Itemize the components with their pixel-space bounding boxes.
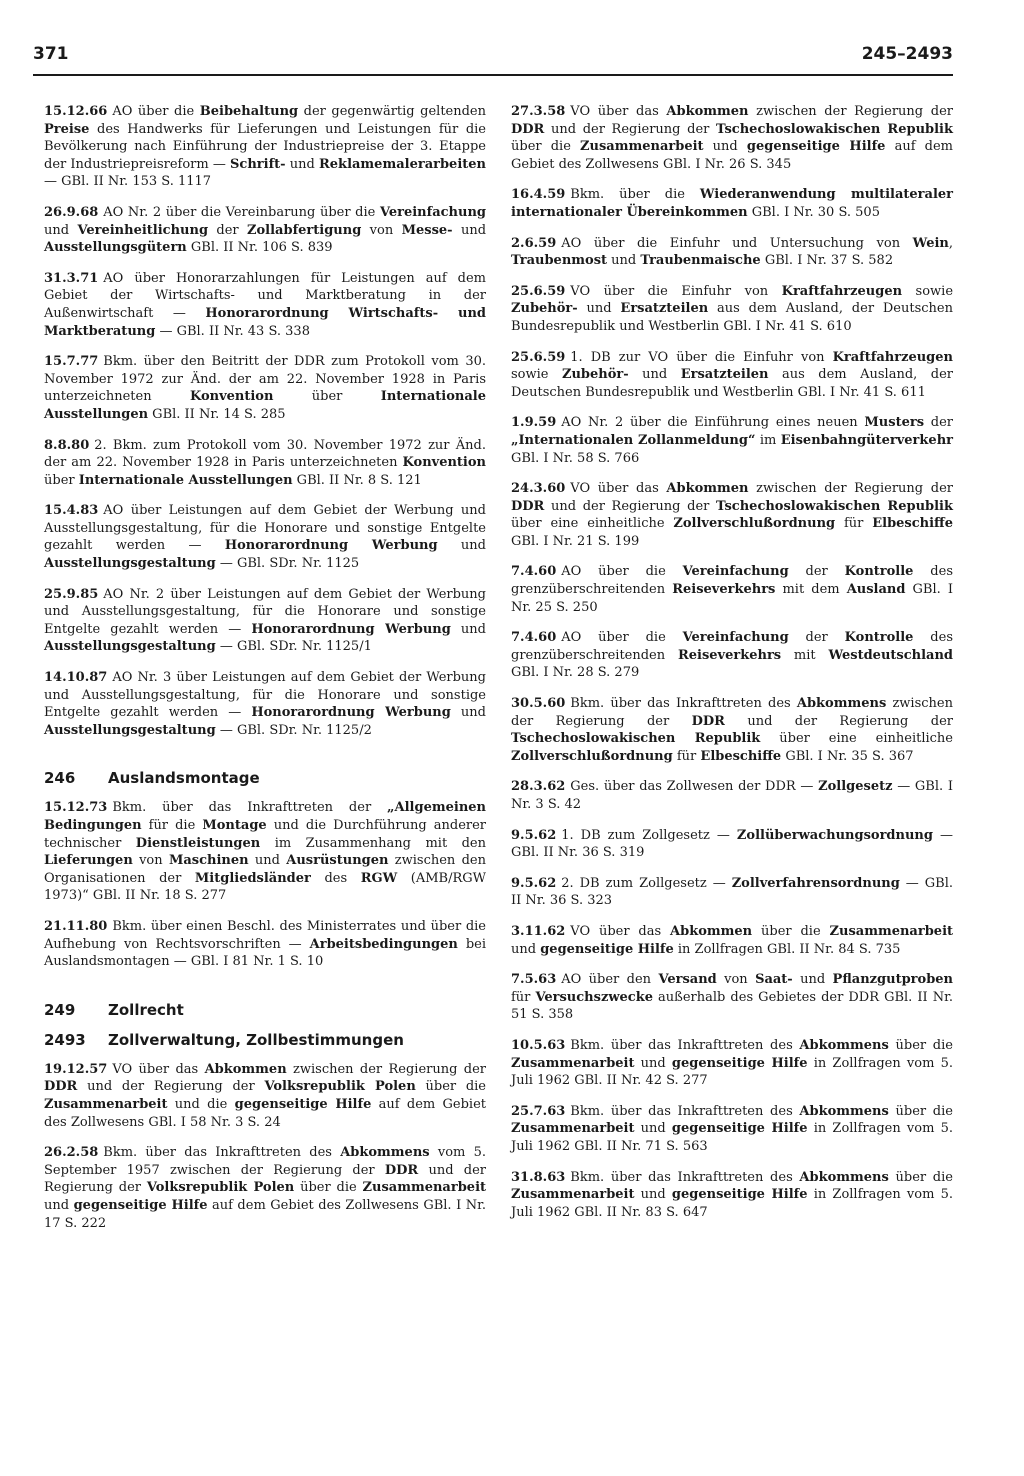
entry-keyword: Internationale Ausstellungen — [44, 389, 486, 422]
entry-date: 9.5.62 — [511, 875, 557, 891]
legal-entry — [44, 799, 486, 905]
entry-text: GBl. I Nr. 37 S. 582 — [760, 253, 894, 269]
entry-text: der — [924, 415, 953, 431]
entry-keyword: Abkommens — [799, 1037, 889, 1053]
entry-keyword: Musters — [864, 415, 925, 431]
entry-keyword: DDR — [691, 713, 725, 729]
entry-date: 7.4.60 — [511, 630, 557, 646]
entry-keyword: Zollverfahrensordnung — [731, 875, 900, 891]
entry-keyword: Vereinheitlichung — [77, 222, 209, 238]
entry-keyword: Kontrolle — [844, 630, 914, 646]
entry-keyword: Ausstellungsgestaltung — [44, 639, 216, 655]
section-title: Zollrecht — [108, 1000, 184, 1019]
entry-date: 15.4.83 — [44, 503, 99, 519]
legal-entry — [511, 923, 953, 958]
entry-text: sowie — [511, 367, 562, 383]
entry-keyword: Zollverschlußordnung — [673, 516, 836, 532]
entry-keyword: Zusammenarbeit — [44, 1096, 168, 1112]
entry-keyword: Kontrolle — [844, 564, 914, 580]
entry-date: 3.11.62 — [511, 923, 566, 939]
entry-keyword: Honorarordnung Wirtschafts- und Marktberatung — [44, 305, 486, 339]
entry-text: 1. DB zur VO über die Einfuhr von — [570, 349, 833, 365]
entry-text: der — [788, 564, 845, 580]
entry-text: GBl. I Nr. 25 S. 250 — [511, 582, 953, 615]
entry-text: im Zusammenhang mit den — [260, 835, 487, 851]
entry-date: 30.5.60 — [511, 696, 566, 712]
entry-keyword: Zusammenarbeit — [362, 1180, 487, 1196]
entry-text: AO über die Einfuhr und Untersuchung von — [561, 235, 913, 251]
entry-keyword: Zollabfertigung — [247, 222, 362, 238]
entry-text: für — [511, 989, 536, 1005]
entry-keyword: gegenseitige Hilfe — [671, 1055, 808, 1071]
entry-keyword: gegenseitige Hilfe — [234, 1096, 372, 1112]
entry-date: 26.2.58 — [44, 1145, 99, 1161]
legal-entry — [511, 1037, 953, 1090]
entry-text: und — [285, 156, 319, 172]
legal-entry — [44, 1144, 486, 1232]
entry-keyword: Volksrepublik Polen — [146, 1180, 295, 1196]
legal-entry — [44, 204, 486, 257]
entry-text: Bkm. über einen Beschl. des Ministerrates und über die Aufhebung von Rechtsvorschriften — — [44, 918, 486, 952]
entry-text: im — [755, 432, 781, 448]
entry-keyword: gegenseitige Hilfe — [671, 1187, 808, 1203]
entry-keyword: Abkommens — [799, 1103, 889, 1119]
entry-text: GBl. I Nr. 58 S. 766 — [511, 450, 640, 466]
entry-text: über eine einheitliche — [760, 731, 953, 747]
entry-keyword: Ausstellungsgestaltung — [44, 722, 216, 738]
legal-entry — [511, 695, 953, 765]
entry-text: AO über die — [561, 564, 683, 580]
entry-keyword: Internationale Ausstellungen — [78, 472, 293, 488]
entry-text: zwischen der Regierung der — [748, 481, 953, 497]
entry-text: — GBl. II Nr. 36 S. 323 — [511, 875, 953, 909]
entry-text: und — [607, 253, 641, 269]
legal-entry — [511, 563, 953, 616]
entry-text: VO über das — [112, 1061, 205, 1077]
legal-entry — [511, 875, 953, 910]
entry-text: GBl. I Nr. 28 S. 279 — [511, 665, 640, 681]
entry-keyword: Tschechoslowakischen Republik — [511, 731, 761, 747]
entry-keyword: Elbeschiffe — [872, 516, 953, 532]
entry-text: für — [835, 516, 873, 532]
entry-keyword: Honorarordnung Werbung — [251, 705, 451, 721]
legal-entry — [511, 103, 953, 173]
section-number: 2493 — [44, 1030, 86, 1049]
legal-entry — [511, 1103, 953, 1156]
legal-entry — [511, 283, 953, 336]
entry-text: und — [511, 941, 541, 957]
entry-text: auf dem Gebiet des Zollwesens GBl. I 58 Nr. 3 S. 24 — [44, 1096, 486, 1130]
entry-keyword: RGW — [360, 870, 398, 886]
entry-keyword: Ersatzteilen — [680, 367, 769, 383]
entry-keyword: Tschechoslowakischen Republik — [716, 121, 953, 137]
entry-text: Bkm. über den Beitritt der DDR zum Protokoll vom 30. November 1972 zur Änd. der am 22. November 1928 in Paris unterzeichneten — [44, 354, 486, 405]
entry-text: mit — [781, 647, 829, 663]
entry-keyword: Zollgesetz — [818, 779, 893, 795]
entry-keyword: Eisenbahngüterverkehr — [780, 432, 953, 448]
entry-text: in Zollfragen vom 5. Juli 1962 GBl. II Nr. 71 S. 563 — [511, 1121, 953, 1154]
entry-text: und — [44, 222, 78, 238]
entry-text: VO über die Einfuhr von — [570, 283, 782, 299]
entry-date: 15.7.77 — [44, 354, 99, 370]
entry-text: bei Auslandsmontagen — GBl. I 81 Nr. 1 S. 10 — [44, 936, 486, 970]
entry-keyword: gegenseitige Hilfe — [540, 941, 674, 957]
entry-keyword: Dienstleistungen — [135, 835, 261, 851]
entry-text: von — [132, 853, 169, 869]
entry-text: von — [716, 972, 756, 988]
entry-text: zwischen der Regierung der — [748, 104, 953, 119]
entry-keyword: Arbeitsbedingungen — [309, 936, 458, 952]
entry-keyword: Volksrepublik Polen — [264, 1079, 416, 1095]
legal-entry — [511, 629, 953, 682]
entry-keyword: Abkommen — [204, 1061, 287, 1077]
page-number: 371 — [33, 44, 69, 64]
legal-entry — [511, 186, 953, 221]
entry-keyword: Reklamemalerarbeiten — [318, 156, 486, 172]
legal-entry — [44, 918, 486, 971]
entry-keyword: Saat- — [755, 972, 793, 988]
entry-text: und — [634, 1121, 672, 1137]
entry-date: 2.6.59 — [511, 235, 557, 251]
section-heading — [44, 1031, 486, 1049]
entry-text: und — [437, 538, 486, 554]
entry-text: und — [577, 301, 621, 317]
entry-text: außerhalb des Gebietes der DDR GBl. II Nr. 51 S. 358 — [511, 989, 953, 1023]
section-title: Auslandsmontage — [108, 769, 260, 788]
entry-text: AO über die — [561, 630, 683, 646]
entry-date: 25.7.63 — [511, 1103, 566, 1119]
section-heading — [44, 1001, 486, 1019]
entry-text: Bkm. über das Inkrafttreten des — [103, 1145, 341, 1161]
entry-text: in Zollfragen GBl. II Nr. 84 S. 735 — [673, 941, 901, 957]
entry-keyword: Vereinfachung — [682, 630, 789, 646]
entry-keyword: Abkommens — [796, 696, 887, 712]
entry-date: 10.5.63 — [511, 1037, 566, 1053]
legal-entry — [44, 437, 486, 490]
entry-text: und — [248, 853, 287, 869]
entry-keyword: Honorarordnung Werbung — [224, 538, 438, 554]
entry-text: über die — [888, 1037, 953, 1053]
entry-text: Bkm. über das Inkrafttreten des — [570, 1103, 800, 1119]
section-number: 246 — [44, 769, 76, 788]
entry-text: und der Regierung der — [544, 121, 716, 137]
entry-keyword: Reiseverkehrs — [672, 582, 776, 598]
entry-text: und der Regierung der — [724, 713, 953, 729]
entry-text: VO über das — [570, 481, 667, 497]
entry-date: 7.5.63 — [511, 972, 557, 988]
entry-text: und — [703, 139, 747, 155]
entry-date: 28.3.62 — [511, 779, 566, 795]
entry-text: und — [628, 367, 681, 383]
entry-text: und — [452, 222, 487, 238]
entry-keyword: Abkommen — [670, 923, 753, 939]
entry-text: sowie — [902, 283, 954, 299]
entry-keyword: Zusammenarbeit — [829, 923, 954, 939]
entry-text: Bkm. über die — [570, 187, 700, 203]
entry-text: und die Durchführung anderer technischer — [44, 818, 487, 851]
entry-date: 7.4.60 — [511, 564, 557, 580]
entry-text: in Zollfragen vom 5. Juli 1962 GBl. II Nr. 42 S. 277 — [511, 1055, 953, 1089]
entry-keyword: „Allgemeinen Bedingungen — [44, 800, 486, 833]
entry-text: — GBl. II Nr. 153 S. 1117 — [44, 174, 212, 190]
entry-text: mit dem — [775, 582, 847, 598]
entry-date: 19.12.57 — [44, 1061, 108, 1077]
entry-text: 2. DB zum Zollgesetz — — [561, 875, 732, 891]
entry-text: AO über Honorarzahlungen für Leistungen auf dem Gebiet der Wirtschafts- und Marktberatung in der Außenwirtschaft — — [44, 270, 486, 321]
entry-keyword: Elbeschiffe — [700, 748, 782, 764]
entry-text: und die — [167, 1096, 235, 1112]
entry-text: Bkm. über das Inkrafttreten der — [112, 800, 388, 816]
entry-date: 31.8.63 — [511, 1169, 566, 1185]
entry-text: Bkm. über das Inkrafttreten des — [570, 1169, 800, 1185]
entry-text: und der Regierung der — [44, 1162, 486, 1196]
entry-text: VO über das — [570, 923, 671, 939]
legal-entry — [511, 414, 953, 467]
entry-keyword: Pflanzgutproben — [832, 972, 953, 988]
entry-text: über die — [752, 923, 830, 939]
entry-text: des grenzüberschreitenden — [511, 630, 953, 663]
section-title: Zollverwaltung, Zollbestimmungen — [108, 1030, 404, 1049]
page-range: 245–2493 — [861, 44, 953, 64]
entry-text: AO Nr. 2 über Leistungen auf dem Gebiet der Werbung und Ausstellungsgestaltung, für die Honorare und sonstige Entgelte gezahlt werden — — [44, 586, 486, 637]
entry-text: — GBl. SDr. Nr. 1125/2 — [215, 722, 372, 738]
legal-entry — [511, 235, 953, 270]
entry-text: aus dem Ausland, der Deutschen Bundesrepublik und Westberlin GBl. I Nr. 41 S. 611 — [511, 367, 954, 400]
entry-text: über eine einheitliche — [511, 516, 674, 532]
entry-keyword: Versuchszwecke — [535, 989, 653, 1005]
entry-text: und — [450, 705, 486, 721]
entry-keyword: Zusammenarbeit — [511, 1187, 635, 1203]
section-number: 249 — [44, 1000, 76, 1019]
entry-text: GBl. I Nr. 35 S. 367 — [781, 748, 914, 764]
entry-date: 14.10.87 — [44, 670, 108, 686]
entry-text: der gegenwärtig geltenden — [298, 104, 486, 119]
right-column — [511, 103, 953, 1234]
entry-text: — GBl. SDr. Nr. 1125 — [215, 556, 360, 572]
entry-text: über die — [415, 1079, 487, 1095]
entry-keyword: Zusammenarbeit — [511, 1055, 635, 1071]
entry-text: AO über Leistungen auf dem Gebiet der Werbung und Ausstellungsgestaltung, für die Honorare und sonstige Entgelte gezahlt werden — — [44, 503, 486, 554]
entry-date: 1.9.59 — [511, 415, 557, 431]
entry-text: der — [208, 222, 248, 238]
entry-text: AO über die — [112, 104, 200, 119]
entry-text: von — [361, 222, 402, 238]
entry-text: der — [788, 630, 845, 646]
entry-text: Bkm. über das Inkrafttreten des — [570, 1037, 800, 1053]
entry-keyword: Montage — [202, 818, 267, 833]
entry-text: zwischen den Organisationen der — [44, 853, 486, 886]
entry-text: — GBl. II Nr. 36 S. 319 — [511, 827, 953, 861]
entry-text: über die — [511, 139, 581, 155]
entry-keyword: Messe- — [401, 222, 453, 238]
entry-keyword: Westdeutschland — [828, 647, 953, 663]
entry-text: 1. DB zum Zollgesetz — — [561, 827, 737, 843]
entry-date: 31.3.71 — [44, 270, 99, 286]
entry-text: 2. Bkm. zum Protokoll vom 30. November 1972 zur Änd. der am 22. November 1928 in Paris unterzeichneten — [44, 437, 486, 471]
entry-keyword: Konvention — [189, 389, 274, 405]
entry-text: , — [948, 235, 953, 251]
entry-text: Bkm. über das Inkrafttreten des — [570, 696, 797, 712]
entry-text: über — [44, 472, 79, 488]
entry-keyword: DDR — [511, 121, 545, 137]
entry-text: GBl. I Nr. 30 S. 505 — [747, 204, 880, 220]
entry-keyword: Abkommen — [666, 104, 749, 119]
legal-entry — [44, 103, 486, 191]
entry-text: und der Regierung der — [77, 1079, 265, 1095]
entry-keyword: Ersatzteilen — [620, 301, 709, 317]
entry-text: VO über das — [570, 104, 667, 119]
entry-keyword: Ausstellungsgestaltung — [44, 556, 216, 572]
legal-entry — [511, 827, 953, 862]
entry-text: (AMB/RGW 1973)“ GBl. II Nr. 18 S. 277 — [44, 870, 487, 904]
entry-keyword: Wein — [912, 235, 949, 251]
entry-text: — GBl. II Nr. 43 S. 338 — [155, 323, 310, 339]
entry-text: in Zollfragen vom 5. Juli 1962 GBl. II Nr. 83 S. 647 — [511, 1187, 953, 1220]
entry-keyword: Zusammenarbeit — [580, 139, 704, 155]
entry-date: 15.12.66 — [44, 104, 108, 119]
entry-text: auf dem Gebiet des Zollwesens GBl. I Nr. 17 S. 222 — [44, 1197, 486, 1231]
entry-text: Ges. über das Zollwesen der DDR — — [570, 779, 819, 795]
entry-keyword: Traubenmaische — [640, 253, 761, 269]
entry-keyword: Reiseverkehrs — [677, 647, 782, 663]
legal-entry — [511, 480, 953, 550]
entry-text: aus dem Ausland, der Deutschen Bundesrepublik und Westberlin GBl. I Nr. 41 S. 610 — [511, 301, 953, 334]
entry-text: des Handwerks für Lieferungen und Leistungen für die Bevölkerung nach Einführung der Industriepreise der 3. Etappe der Industriepreisreform — — [44, 121, 486, 172]
entry-text: des grenzüberschreitenden — [511, 564, 953, 598]
entry-keyword: Zubehör- — [561, 367, 629, 383]
entry-text: und — [634, 1187, 672, 1203]
entry-keyword: Beibehaltung — [199, 104, 299, 119]
entry-text: und der Regierung der — [544, 498, 716, 514]
entry-text: und — [450, 621, 486, 637]
entry-date: 16.4.59 — [511, 187, 566, 203]
entry-date: 21.11.80 — [44, 918, 108, 934]
entry-keyword: Vereinfachung — [379, 204, 486, 220]
entry-text: GBl. I Nr. 21 S. 199 — [511, 533, 640, 549]
entry-keyword: Ausstellungsgütern — [44, 240, 187, 256]
entry-keyword: DDR — [511, 498, 545, 514]
entry-keyword: Versand — [658, 972, 717, 988]
entry-keyword: Zollüberwachungsordnung — [736, 827, 933, 843]
entry-keyword: Zollverschlußordnung — [511, 748, 673, 764]
entry-text: über die — [888, 1169, 953, 1185]
entry-keyword: Kraftfahrzeugen — [781, 283, 903, 299]
entry-text: AO Nr. 2 über die Vereinbarung über die — [103, 204, 380, 220]
entry-text: AO Nr. 3 über Leistungen auf dem Gebiet der Werbung und Ausstellungsgestaltung, für die Honorare und sonstige Entgelte gezahlt werden — — [44, 670, 486, 721]
entry-text: auf dem Gebiet des Zollwesens GBl. I Nr. 26 S. 345 — [511, 139, 953, 172]
entry-date: 25.6.59 — [511, 283, 566, 299]
entry-keyword: Ausrüstungen — [286, 853, 389, 869]
entry-text: über — [273, 389, 381, 405]
page-header — [33, 44, 953, 76]
entry-keyword: DDR — [384, 1162, 419, 1178]
entry-text: über die — [888, 1103, 953, 1119]
entry-text: GBl. II Nr. 106 S. 839 — [186, 240, 333, 256]
entry-text: — GBl. SDr. Nr. 1125/1 — [215, 639, 372, 655]
entry-date: 25.9.85 — [44, 586, 99, 602]
entry-keyword: Maschinen — [168, 853, 249, 869]
entry-keyword: gegenseitige Hilfe — [73, 1197, 208, 1213]
legal-entry — [44, 1061, 486, 1131]
legal-entry — [44, 502, 486, 572]
entry-keyword: DDR — [44, 1079, 78, 1095]
entry-keyword: Schrift- — [230, 156, 286, 172]
entry-text: über die — [294, 1180, 363, 1196]
entry-text: AO Nr. 2 über die Einführung eines neuen — [561, 415, 865, 431]
entry-text: und — [792, 972, 833, 988]
entry-text: AO über den — [561, 972, 659, 988]
entry-keyword: Tschechoslowakischen Republik — [716, 498, 953, 514]
legal-entry — [511, 1169, 953, 1222]
entry-keyword: Vereinfachung — [682, 564, 789, 580]
entry-date: 15.12.73 — [44, 800, 108, 816]
legal-entry — [44, 669, 486, 739]
entry-keyword: Ausland — [846, 582, 906, 598]
entry-keyword: Wiederanwendung multilateraler internationaler Übereinkommen — [511, 187, 954, 220]
entry-date: 27.3.58 — [511, 104, 566, 119]
entry-keyword: Traubenmost — [511, 253, 608, 269]
entry-date: 24.3.60 — [511, 481, 566, 497]
legal-entry — [44, 353, 486, 423]
legal-entry — [511, 971, 953, 1024]
entry-text: des — [310, 870, 361, 886]
left-column — [44, 103, 486, 1245]
entry-keyword: Preise — [44, 121, 90, 137]
entry-date: 25.6.59 — [511, 349, 566, 365]
entry-keyword: Mitgliedsländer — [194, 870, 311, 886]
entry-keyword: Konvention — [402, 455, 486, 471]
entry-keyword: Abkommens — [340, 1145, 430, 1161]
entry-text: für die — [141, 818, 203, 833]
entry-keyword: gegenseitige Hilfe — [671, 1121, 808, 1137]
legal-entry — [511, 778, 953, 813]
entry-keyword: Zubehör- — [511, 301, 578, 317]
entry-keyword: Kraftfahrzeugen — [832, 349, 953, 365]
entry-text: vom 5. September 1957 zwischen der Regierung der — [44, 1145, 486, 1178]
section-heading — [44, 769, 486, 787]
entry-text: für — [672, 748, 701, 764]
entry-text: zwischen der Regierung der — [511, 696, 953, 729]
entry-date: 26.9.68 — [44, 204, 99, 220]
entry-text: — GBl. I Nr. 3 S. 42 — [511, 779, 954, 812]
entry-keyword: gegenseitige Hilfe — [746, 139, 886, 155]
entry-keyword: Zusammenarbeit — [511, 1121, 635, 1137]
entry-text: und — [634, 1055, 672, 1071]
legal-entry — [44, 270, 486, 340]
legal-entry — [511, 349, 953, 402]
entry-text: GBl. II Nr. 14 S. 285 — [148, 406, 286, 422]
entry-date: 8.8.80 — [44, 437, 90, 453]
entry-keyword: „Internationalen Zollanmeldung“ — [511, 432, 756, 448]
entry-keyword: Lieferungen — [44, 853, 133, 869]
entry-keyword: Abkommen — [666, 481, 749, 497]
legal-entry — [44, 586, 486, 656]
entry-keyword: Honorarordnung Werbung — [251, 621, 451, 637]
entry-text: zwischen der Regierung der — [286, 1061, 486, 1077]
entry-keyword: Abkommens — [799, 1169, 889, 1185]
entry-date: 9.5.62 — [511, 827, 557, 843]
entry-text: GBl. II Nr. 8 S. 121 — [292, 472, 422, 488]
entry-text: und — [44, 1197, 74, 1213]
